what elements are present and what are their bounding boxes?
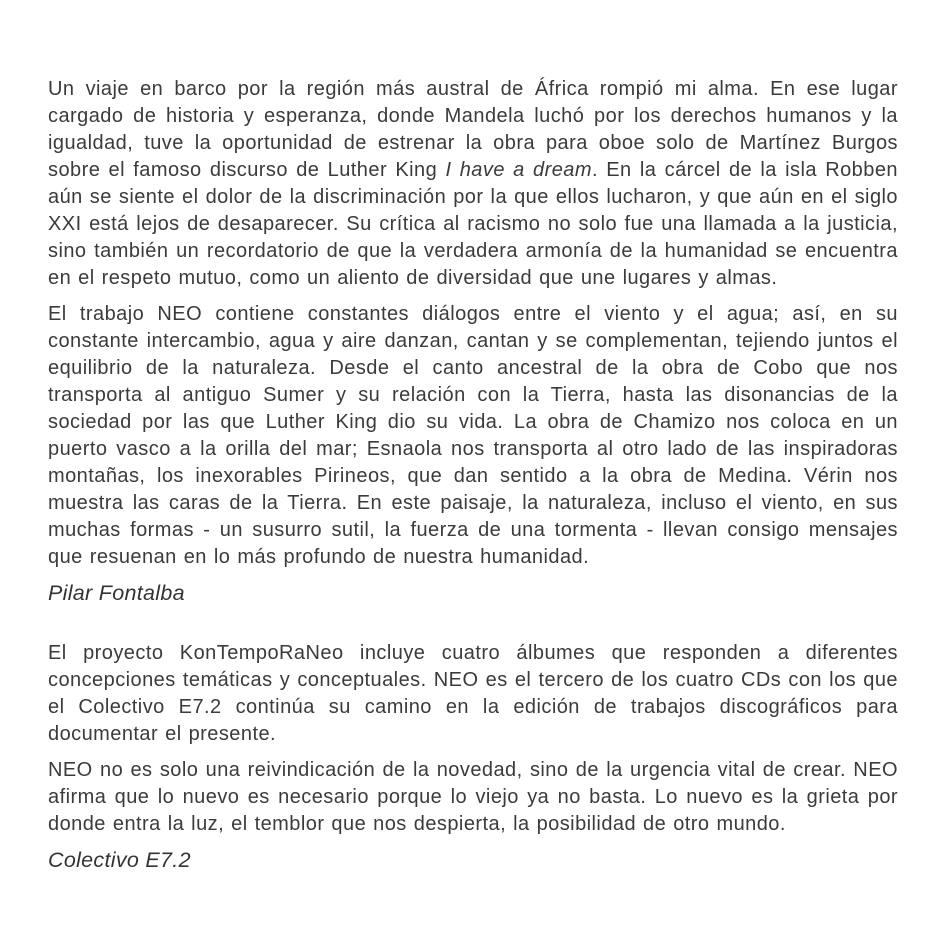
essay1-paragraph-1-italic-quote: I have a dream [445, 159, 592, 181]
essay1-paragraph-2: El trabajo NEO contiene constantes diálogos entre el viento y el agua; así, en su constante intercambio, agua y aire danzan, cantan y se complementan, tejiendo juntos el equilibrio de la naturaleza. Desde el canto ancestral de la obra de Cobo que nos transporta al antiguo Sumer y su relación con la Tierra, hasta las disonancias de la sociedad por las que Luther King dio su vida. La obra de Chamizo nos coloca en un puerto vasco a la orilla del mar; Esnaola nos transporta al otro lado de las inspiradoras montañas, los inexorables Pirineos, que dan sentido a la obra de Medina. Vérin nos muestra las caras de la Tierra. En este paisaje, la naturaleza, incluso el viento, en sus muchas formas - un susurro sutil, la fuerza de una tormenta - llevan consigo mensajes que resuenan en lo más profundo de nuestra humanidad. [48, 303, 898, 568]
essay2-paragraph-1: El proyecto KonTempoRaNeo incluye cuatro álbumes que responden a diferentes concepciones temáticas y conceptuales. NEO es el tercero de los cuatro CDs con los que el Colectivo E7.2 continúa su camino en la edición de trabajos discográficos para documentar el presente. [48, 642, 898, 745]
essay2-signature: Colectivo E7.2 [48, 848, 191, 872]
essay2-paragraph-2: NEO no es solo una reivindicación de la novedad, sino de la urgencia vital de crear. NEO afirma que lo nuevo es necesario porque lo viejo ya no basta. Lo nuevo es la grieta por donde entra la luz, el temblor que nos despierta, la posibilidad de otro mundo. [48, 759, 898, 835]
essay1-paragraph-1 [48, 76, 898, 292]
essay1-paragraph-1-text-after: . En la cárcel de la isla Robben aún se siente el dolor de la discriminación por la que ellos lucharon, y que aún en el siglo XXI está lejos de desaparecer. Su crítica al racismo no solo fue una llamada a la justicia, sino también un recordatorio de que la verdadera armonía de la humanidad se encuentra en el respeto mutuo, como un aliento de diversidad que une lugares y almas. [48, 159, 898, 289]
essay1-paragraph-1-text-before: Un viaje en barco por la región más austral de África rompió mi alma. En ese lugar cargado de historia y esperanza, donde Mandela luchó por los derechos humanos y la igualdad, tuve la oportunidad de estrenar la obra para oboe solo de Martínez Burgos sobre el famoso discurso de Luther King [48, 78, 898, 181]
essay1-signature: Pilar Fontalba [48, 581, 185, 605]
